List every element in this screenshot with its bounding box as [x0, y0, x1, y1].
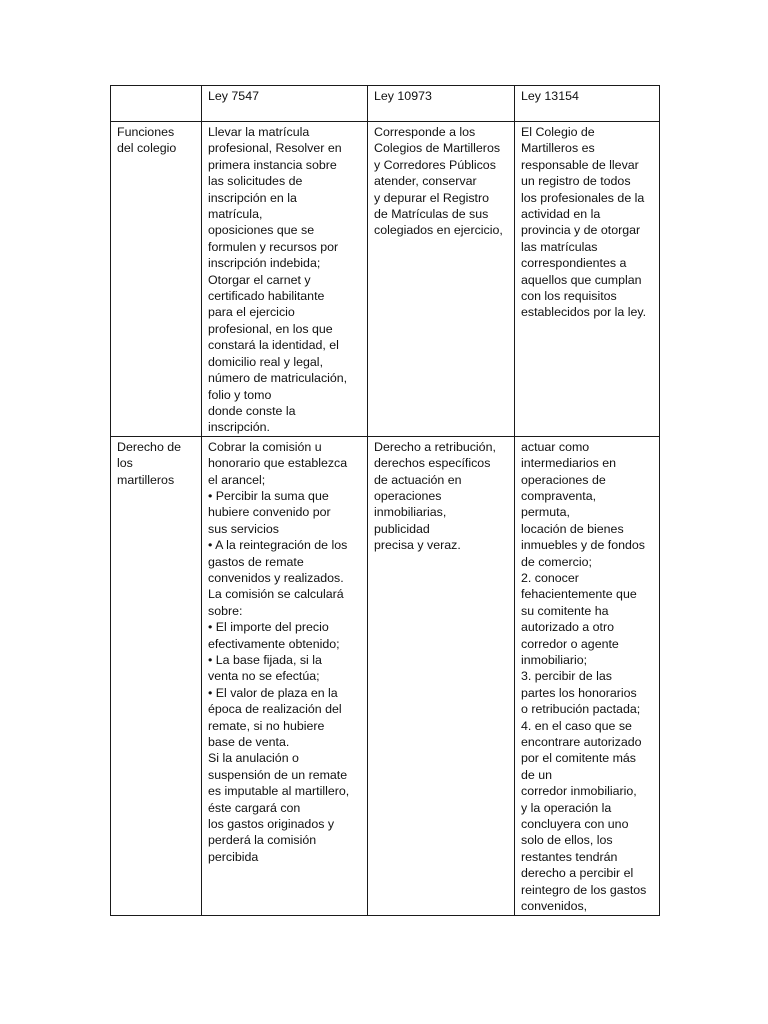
- cell-text-line: las solicitudes de: [208, 174, 303, 189]
- cell-text-line: • El importe del precio: [208, 620, 329, 635]
- cell-text-line: los profesionales de la: [521, 190, 645, 205]
- cell-text-line: domicilio real y legal,: [208, 354, 324, 369]
- cell-text-line: establecidos por la ley.: [521, 305, 647, 320]
- cell-text-line: provincia y de otorgar: [521, 223, 641, 238]
- header-label: Ley 13154: [521, 89, 579, 103]
- cell-text-line: para el ejercicio: [208, 305, 295, 320]
- cell-text-line: restantes tendrán: [521, 849, 618, 864]
- cell-text-line: constará la identidad, el: [208, 338, 339, 353]
- cell-text-line: operaciones: [374, 488, 442, 503]
- cell-text-line: número de matriculación,: [208, 371, 348, 386]
- cell-text-line: • La base fijada, si la: [208, 653, 322, 667]
- cell-text-line: Si la anulación o: [208, 751, 299, 766]
- cell-text-line: Cobrar la comisión u: [208, 439, 322, 454]
- cell-text-line: y depurar el Registro: [374, 190, 490, 205]
- cell-ley-7547-funciones: [202, 122, 368, 437]
- cell-text-line: de Matrículas de sus: [374, 207, 489, 222]
- cell-text-line: • Percibir la suma que: [208, 488, 329, 503]
- cell-text-line: Colegios de Martilleros: [374, 141, 501, 156]
- cell-text-line: 3. percibir de las: [521, 669, 612, 684]
- cell-text-line: • A la reintegración de los: [208, 538, 348, 553]
- header-cell-empty: [111, 86, 202, 122]
- cell-text-line: y la operación la: [521, 800, 612, 815]
- cell-text-line: remate, si no hubiere: [208, 718, 325, 733]
- cell-text-line: precisa y veraz.: [374, 538, 461, 553]
- cell-text-line: correspondientes a: [521, 256, 627, 271]
- cell-text-line: un registro de todos: [521, 174, 631, 189]
- cell-text-line: su comitente ha: [521, 603, 609, 618]
- cell-text-line: los: [117, 456, 133, 471]
- cell-text-line: del colegio: [117, 141, 177, 156]
- cell-text-line: permuta,: [521, 505, 570, 520]
- cell-text-line: sobre:: [208, 603, 243, 618]
- cell-text-line: éste cargará con: [208, 800, 301, 815]
- cell-text-line: partes los honorarios: [521, 685, 637, 700]
- cell-text-line: 2. conocer: [521, 570, 579, 585]
- cell-text-line: inscripción indebida;: [208, 256, 321, 271]
- cell-text-line: La comisión se calculará: [208, 587, 344, 602]
- cell-text-line: profesional, Resolver en: [208, 141, 342, 156]
- cell-text-line: aquellos que cumplan: [521, 272, 642, 287]
- cell-text-line: convenidos,: [521, 899, 588, 914]
- cell-text-line: de actuación en: [374, 472, 462, 487]
- cell-text-line: corredor inmobiliario,: [521, 784, 637, 799]
- cell-text-line: por el comitente más: [521, 751, 637, 766]
- cell-text-line: inmobiliarias,: [374, 505, 447, 520]
- cell-text-line: perderá la comisión: [208, 833, 317, 848]
- cell-text-line: El Colegio de: [521, 125, 595, 139]
- cell-text-line: operaciones de: [521, 472, 606, 487]
- cell-text-line: primera instancia sobre: [208, 157, 337, 172]
- cell-text-line: los gastos originados y: [208, 817, 335, 832]
- cell-text-line: inmuebles y de fondos: [521, 538, 645, 553]
- cell-text-line: suspensión de un remate: [208, 767, 348, 782]
- cell-text-line: fehacientemente que: [521, 587, 637, 602]
- header-cell-ley-10973: [368, 86, 515, 122]
- cell-text-line: colegiados en ejercicio,: [374, 223, 503, 238]
- cell-text-line: certificado habilitante: [208, 289, 325, 304]
- cell-text-line: Martilleros es: [521, 141, 595, 156]
- cell-text-line: sus servicios: [208, 521, 279, 536]
- cell-text-line: época de realización del: [208, 702, 342, 717]
- cell-text-line: folio y tomo: [208, 387, 272, 402]
- cell-text-line: • El valor de plaza en la: [208, 685, 338, 700]
- cell-text-line: actividad en la: [521, 207, 601, 222]
- cell-text-line: de comercio;: [521, 554, 592, 569]
- header-cell-ley-13154: [515, 86, 660, 122]
- cell-text-line: Otorgar el carnet y: [208, 272, 311, 287]
- cell-ley-13154-funciones: [515, 122, 660, 437]
- cell-text-line: Derecho de: [117, 439, 182, 454]
- header-cell-ley-7547: [202, 86, 368, 122]
- cell-text-line: compraventa,: [521, 488, 597, 503]
- cell-text-line: encontrare autorizado: [521, 735, 642, 750]
- cell-text-line: concluyera con uno: [521, 817, 629, 832]
- cell-text-line: inmobiliario;: [521, 653, 588, 667]
- cell-text-line: martilleros: [117, 472, 175, 487]
- cell-text-line: hubiere convenido por: [208, 505, 331, 520]
- cell-text-line: formulen y recursos por: [208, 239, 339, 254]
- cell-text-line: es imputable al martillero,: [208, 784, 350, 799]
- cell-text-line: efectivamente obtenido;: [208, 636, 340, 651]
- cell-text-line: venta no se efectúa;: [208, 669, 320, 684]
- cell-ley-10973-funciones: [368, 122, 515, 437]
- cell-text-line: las matrículas: [521, 239, 598, 254]
- cell-text-line: intermediarios en: [521, 456, 617, 471]
- cell-text-line: percibida: [208, 849, 259, 864]
- cell-text-line: convenidos y realizados.: [208, 570, 344, 585]
- cell-text-line: gastos de remate: [208, 554, 304, 569]
- cell-text-line: base de venta.: [208, 735, 290, 750]
- cell-text-line: responsable de llevar: [521, 157, 639, 172]
- cell-text-line: o retribución pactada;: [521, 702, 641, 717]
- cell-text-line: solo de ellos, los: [521, 833, 613, 848]
- cell-text-line: donde conste la: [208, 403, 296, 418]
- header-label: Ley 10973: [374, 89, 432, 103]
- cell-text-line: profesional, en los que: [208, 321, 333, 336]
- cell-text-line: Llevar la matrícula: [208, 125, 310, 139]
- cell-text-line: locación de bienes: [521, 521, 624, 536]
- cell-text-line: matrícula,: [208, 207, 263, 222]
- header-label: Ley 7547: [208, 89, 259, 103]
- table-header-row: [111, 86, 660, 122]
- cell-ley-10973-derecho: [368, 436, 515, 915]
- cell-text-line: honorario que establezca: [208, 456, 348, 471]
- cell-text-line: inscripción en la: [208, 190, 297, 205]
- cell-text-line: Corresponde a los: [374, 125, 476, 139]
- cell-text-line: publicidad: [374, 521, 430, 536]
- cell-text-line: y Corredores Públicos: [374, 157, 496, 172]
- cell-ley-7547-derecho: [202, 436, 368, 915]
- row-label-cell: [111, 122, 202, 437]
- cell-text-line: oposiciones que se: [208, 223, 315, 238]
- cell-text-line: Funciones: [117, 125, 175, 139]
- cell-text-line: actuar como: [521, 439, 590, 454]
- table-row-funciones: [111, 122, 660, 437]
- cell-ley-13154-derecho: [515, 436, 660, 915]
- cell-text-line: reintegro de los gastos: [521, 882, 647, 897]
- cell-text-line: con los requisitos: [521, 289, 617, 304]
- cell-text-line: inscripción.: [208, 420, 270, 435]
- cell-text-line: atender, conservar: [374, 174, 477, 189]
- cell-text-line: autorizado a otro: [521, 620, 614, 635]
- cell-text-line: derecho a percibir el: [521, 866, 634, 881]
- row-label-cell: [111, 436, 202, 915]
- cell-text-line: el arancel;: [208, 472, 266, 487]
- cell-text-line: de un: [521, 767, 553, 782]
- cell-text-line: 4. en el caso que se: [521, 718, 632, 733]
- table-row-derecho: [111, 436, 660, 915]
- laws-comparison-table: [110, 85, 660, 916]
- cell-text-line: corredor o agente: [521, 636, 619, 651]
- cell-text-line: derechos específicos: [374, 456, 491, 471]
- cell-text-line: Derecho a retribución,: [374, 439, 496, 454]
